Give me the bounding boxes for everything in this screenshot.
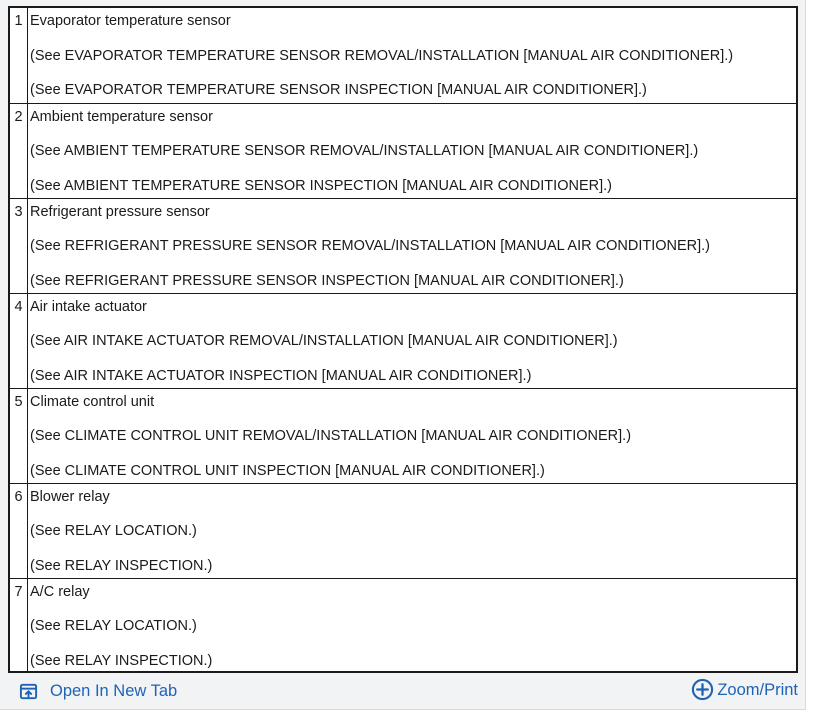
component-title: Air intake actuator (30, 298, 147, 315)
table-row (10, 293, 796, 388)
reference-link[interactable]: (See RELAY LOCATION.) (30, 523, 197, 539)
zoom-print-link[interactable] (691, 678, 798, 701)
reference-link[interactable]: (See AMBIENT TEMPERATURE SENSOR INSPECTION [MANUAL AIR CONDITIONER].) (30, 177, 612, 194)
reference-link[interactable]: (See REFRIGERANT PRESSURE SENSOR INSPECTION [MANUAL AIR CONDITIONER].) (30, 272, 624, 289)
row-content (28, 8, 797, 103)
reference-link[interactable]: (See CLIMATE CONTROL UNIT INSPECTION [MANUAL AIR CONDITIONER].) (30, 462, 545, 479)
row-number: 5 (10, 388, 28, 483)
table-row (10, 388, 796, 483)
component-title: Blower relay (30, 488, 110, 505)
row-number: 6 (10, 483, 28, 578)
reference-link[interactable]: (See RELAY INSPECTION.) (30, 652, 213, 669)
table-row (10, 103, 796, 198)
reference-link[interactable]: (See AIR INTAKE ACTUATOR INSPECTION [MANUAL AIR CONDITIONER].) (30, 367, 532, 384)
row-number: 3 (10, 198, 28, 293)
row-content (28, 483, 797, 578)
component-table (10, 8, 796, 673)
zoom-print-label: Zoom/Print (717, 680, 798, 699)
reference-link[interactable]: (See AMBIENT TEMPERATURE SENSOR REMOVAL/INSTALLATION [MANUAL AIR CONDITIONER].) (30, 143, 699, 159)
reference-link[interactable]: (See EVAPORATOR TEMPERATURE SENSOR INSPECTION [MANUAL AIR CONDITIONER].) (30, 82, 647, 98)
reference-link[interactable]: (See CLIMATE CONTROL UNIT REMOVAL/INSTALLATION [MANUAL AIR CONDITIONER].) (30, 428, 632, 444)
component-title: A/C relay (30, 583, 90, 600)
table-row (10, 198, 796, 293)
reference-link[interactable]: (See RELAY LOCATION.) (30, 618, 197, 634)
component-title: Climate control unit (30, 393, 155, 410)
table-row (10, 8, 796, 103)
reference-link[interactable]: (See REFRIGERANT PRESSURE SENSOR REMOVAL/INSTALLATION [MANUAL AIR CONDITIONER].) (30, 238, 711, 254)
row-content (28, 388, 797, 483)
open-in-new-tab-icon (19, 682, 38, 701)
row-number: 4 (10, 293, 28, 388)
open-in-new-tab-label: Open In New Tab (50, 682, 178, 700)
table-row (10, 483, 796, 578)
row-number: 7 (10, 578, 28, 673)
row-number: 1 (10, 8, 28, 103)
component-table-sheet (8, 6, 798, 673)
reference-link[interactable]: (See EVAPORATOR TEMPERATURE SENSOR REMOVAL/INSTALLATION [MANUAL AIR CONDITIONER].) (30, 47, 734, 64)
row-content (28, 103, 797, 198)
reference-link[interactable]: (See AIR INTAKE ACTUATOR REMOVAL/INSTALLATION [MANUAL AIR CONDITIONER].) (30, 333, 618, 349)
row-content (28, 198, 797, 293)
row-content (28, 293, 797, 388)
component-title: Evaporator temperature sensor (30, 13, 231, 29)
figure-footer (0, 675, 806, 709)
row-content (28, 578, 797, 673)
zoom-plus-icon (691, 678, 714, 701)
component-title: Ambient temperature sensor (30, 108, 213, 125)
reference-link[interactable]: (See RELAY INSPECTION.) (30, 557, 213, 574)
table-row (10, 578, 796, 673)
component-title: Refrigerant pressure sensor (30, 203, 210, 220)
row-number: 2 (10, 103, 28, 198)
open-in-new-tab-link[interactable] (19, 680, 177, 702)
